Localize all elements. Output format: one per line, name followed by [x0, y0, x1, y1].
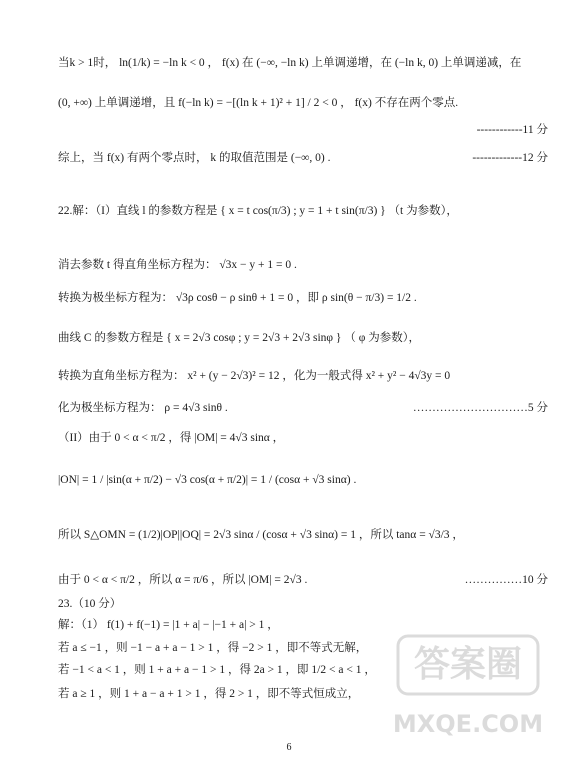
line-text: (0, +∞) 上单调递增，且 f(−ln k) = −[(ln k + 1)² + 1] / 2 < 0 ， f(x) 不存在两个零点. — [58, 97, 459, 109]
line-text: 若 −1 < a < 1 ，则 1 + a + a − 1 > 1 ，得 2a > 1 ，即 1/2 < a < 1 ， — [58, 664, 376, 676]
text-line-3 — [58, 150, 548, 166]
line-text: 解：（1） f(1) + f(−1) = |1 + a| − |−1 + a| > 1 ， — [58, 619, 279, 631]
svg-text:MXQE.COM: MXQE.COM — [392, 710, 544, 738]
line-text: （II）由于 0 < α < π/2 ，得 |OM| = 4√3 sinα ， — [58, 432, 285, 444]
line-text: 若 a ≥ 1 ，则 1 + a − a + 1 > 1 ，得 2 > 1 ，即不等式恒成立， — [58, 688, 360, 700]
problem-23-heading — [58, 596, 548, 612]
page-number: 6 — [286, 742, 292, 753]
line-text: 若 a ≤ −1 ，则 −1 − a + a − 1 > 1 ，得 −2 > 1 ，即不等式无解， — [58, 642, 368, 654]
line-text: 综上，当 f(x) 有两个零点时， k 的取值范围是 (−∞, 0) . — [58, 152, 331, 164]
score-marker: …………………………5 分 — [412, 402, 548, 414]
text-line-11 — [58, 472, 548, 488]
line-text: 22.解：（I）直线 l 的参数方程是 { x = t cos(π/3) ; y = 1 + t sin(π/3) } （t 为参数）， — [58, 205, 458, 217]
line-text: 消去参数 t 得直角坐标方程为： √3x − y + 1 = 0 . — [58, 259, 297, 271]
problem-22-heading — [58, 203, 548, 219]
text-line-7 — [58, 330, 548, 346]
text-line-9 — [58, 400, 548, 416]
line-text: 所以 S△OMN = (1/2)|OP||OQ| = 2√3 sinα / (cosα + √3 sinα) = 1 ，所以 tanα = √3/3 ， — [58, 529, 464, 541]
line-text: 转换为直角坐标方程为： x² + (y − 2√3)² = 12 ，化为一般式得 x² + y² − 4√3y = 0 — [58, 370, 451, 382]
text-line-5 — [58, 257, 548, 273]
text-line-15 — [58, 617, 548, 633]
text-line-13 — [58, 572, 548, 588]
line-text: |ON| = 1 / |sin(α + π/2) − √3 cos(α + π/2)| = 1 / (cosα + √3 sinα) . — [58, 474, 357, 486]
line-text: 曲线 C 的参数方程是 { x = 2√3 cosφ ; y = 2√3 + 2√3 sinφ } （ φ 为参数）， — [58, 332, 420, 344]
score-marker: ……………10 分 — [464, 574, 548, 586]
line-text: 23.（10 分） — [58, 598, 122, 610]
text-line-12 — [58, 527, 548, 543]
svg-text:答案圈: 答案圈 — [413, 644, 523, 685]
text-line-17 — [58, 662, 548, 678]
line-text: 转换为极坐标方程为： √3ρ cosθ − ρ sinθ + 1 = 0 ，即 ρ sin(θ − π/3) = 1/2 . — [58, 292, 417, 304]
line-text: 由于 0 < α < π/2 ，所以 α = π/6 ，所以 |OM| = 2√3 . — [58, 574, 308, 586]
text-line-2 — [58, 95, 548, 111]
text-line-10 — [58, 430, 548, 446]
text-line-6 — [58, 290, 548, 306]
line-text: 当k > 1时， ln(1/k) = −ln k < 0 ， f(x) 在 (−∞, −ln k) 上单调递增，在 (−ln k, 0) 上单调递减，在 — [58, 57, 522, 69]
score-marker: ------------11 分 — [476, 124, 548, 136]
text-line-18 — [58, 686, 548, 702]
score-marker: -------------12 分 — [472, 152, 548, 164]
line-text: 化为极坐标方程为： ρ = 4√3 sinθ . — [58, 402, 228, 414]
text-line-1 — [58, 55, 548, 71]
text-line-8 — [58, 368, 548, 384]
text-line-16 — [58, 640, 548, 656]
